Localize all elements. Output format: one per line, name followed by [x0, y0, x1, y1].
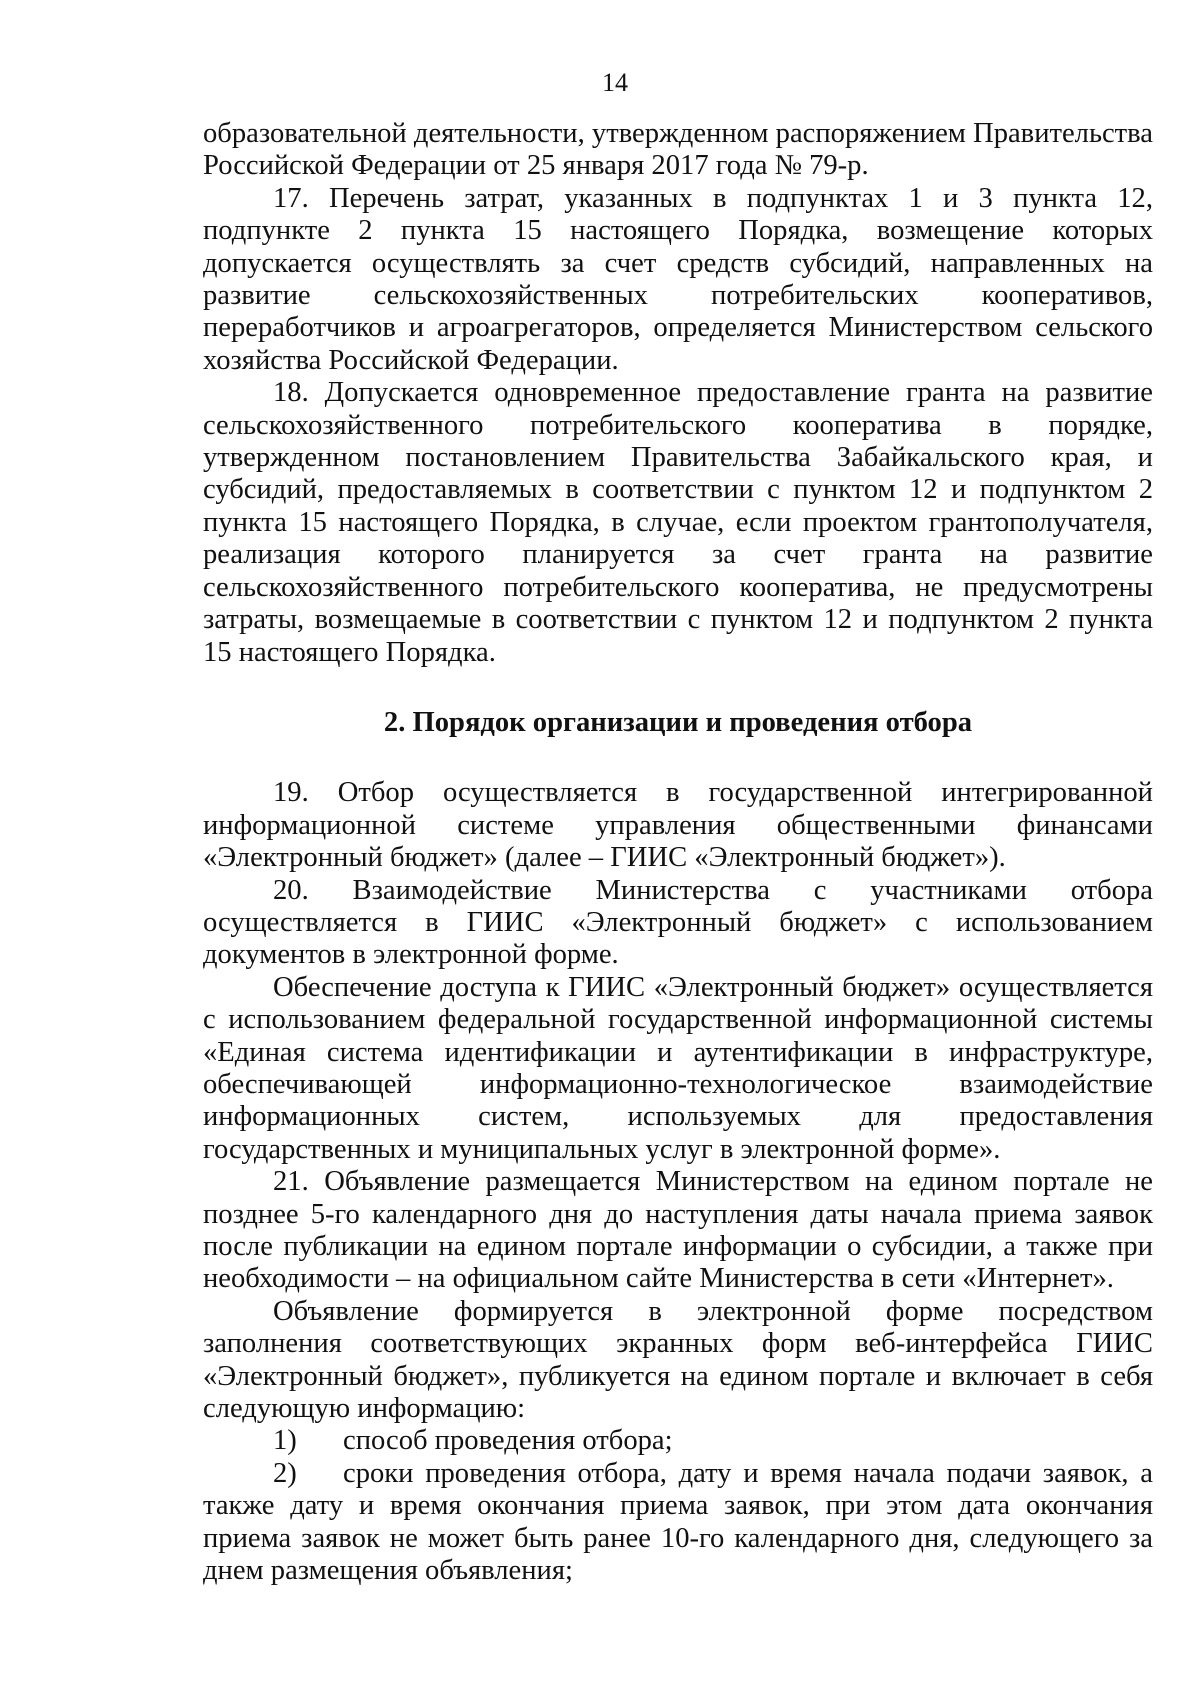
list-item-number: 2) — [273, 1457, 297, 1489]
document-body — [203, 118, 1153, 1587]
list-item — [203, 1425, 1153, 1457]
paragraph-20-access: Обеспечение доступа к ГИИС «Электронный бюджет» осуществляется с использованием федеральной государственной информационной системы «Единая система идентификации и аутентификации в инфраструктуре, обеспечивающей информационно-технологическое взаимодействие информационных систем, используемых для предоставления государственных и муниципальных услуг в электронной форме». — [203, 971, 1153, 1165]
paragraph-21-form: Объявление формируется в электронной форме посредством заполнения соответствующих экранных форм веб-интерфейса ГИИС «Электронный бюджет», публикуется на едином портале и включает в себя следующую информацию: — [203, 1295, 1153, 1425]
section-heading: 2. Порядок организации и проведения отбора — [383, 706, 973, 738]
paragraph-18: 18. Допускается одновременное предоставление гранта на развитие сельскохозяйственного потребительского кооператива в порядке, утвержденном постановлением Правительства Забайкальского края, и субсидий, предоставляемых в соответствии с пунктом 12 и подпунктом 2 пункта 15 настоящего Порядка, в случае, если проектом грантополучателя, реализация которого планируется за счет гранта на развитие сельскохозяйственного потребительского кооператива, не предусмотрены затраты, возмещаемые в соответствии с пунктом 12 и подпунктом 2 пункта 15 настоящего Порядка. — [203, 377, 1153, 668]
list-item-number: 1) — [273, 1425, 297, 1457]
list-item-text: сроки проведения отбора, дату и время начала подачи заявок, а также дату и время окончания приема заявок, при этом дата окончания приема заявок не может быть ранее 10-го календарного дня, следующего за днем размещения объявления; — [203, 1457, 1153, 1587]
paragraph-20: 20. Взаимодействие Министерства с участниками отбора осуществляется в ГИИС «Электронный бюджет» с использованием документов в электронной форме. — [203, 874, 1153, 971]
page-number: 14 — [602, 68, 628, 97]
paragraph-19: 19. Отбор осуществляется в государственной интегрированной информационной системе управления общественными финансами «Электронный бюджет» (далее – ГИИС «Электронный бюджет»). — [203, 777, 1153, 874]
paragraph-intro-continuation: образовательной деятельности, утвержденном распоряжением Правительства Российской Федерации от 25 января 2017 года № 79-р. — [203, 118, 1153, 182]
list-item-text: способ проведения отбора; — [343, 1425, 673, 1457]
list-item — [203, 1458, 1153, 1588]
paragraph-21: 21. Объявление размещается Министерством на едином портале не позднее 5-го календарного дня до наступления даты начала приема заявок после публикации на едином портале информации о субсидии, а также при необходимости – на официальном сайте Министерства в сети «Интернет». — [203, 1166, 1153, 1295]
paragraph-17: 17. Перечень затрат, указанных в подпунктах 1 и 3 пункта 12, подпункте 2 пункта 15 настоящего Порядка, возмещение которых допускается осуществлять за счет средств субсидий, направленных на развитие сельскохозяйственных потребительских кооперативов, переработчиков и агроагрегаторов, определяется Министерством сельского хозяйства Российской Федерации. — [203, 182, 1153, 376]
